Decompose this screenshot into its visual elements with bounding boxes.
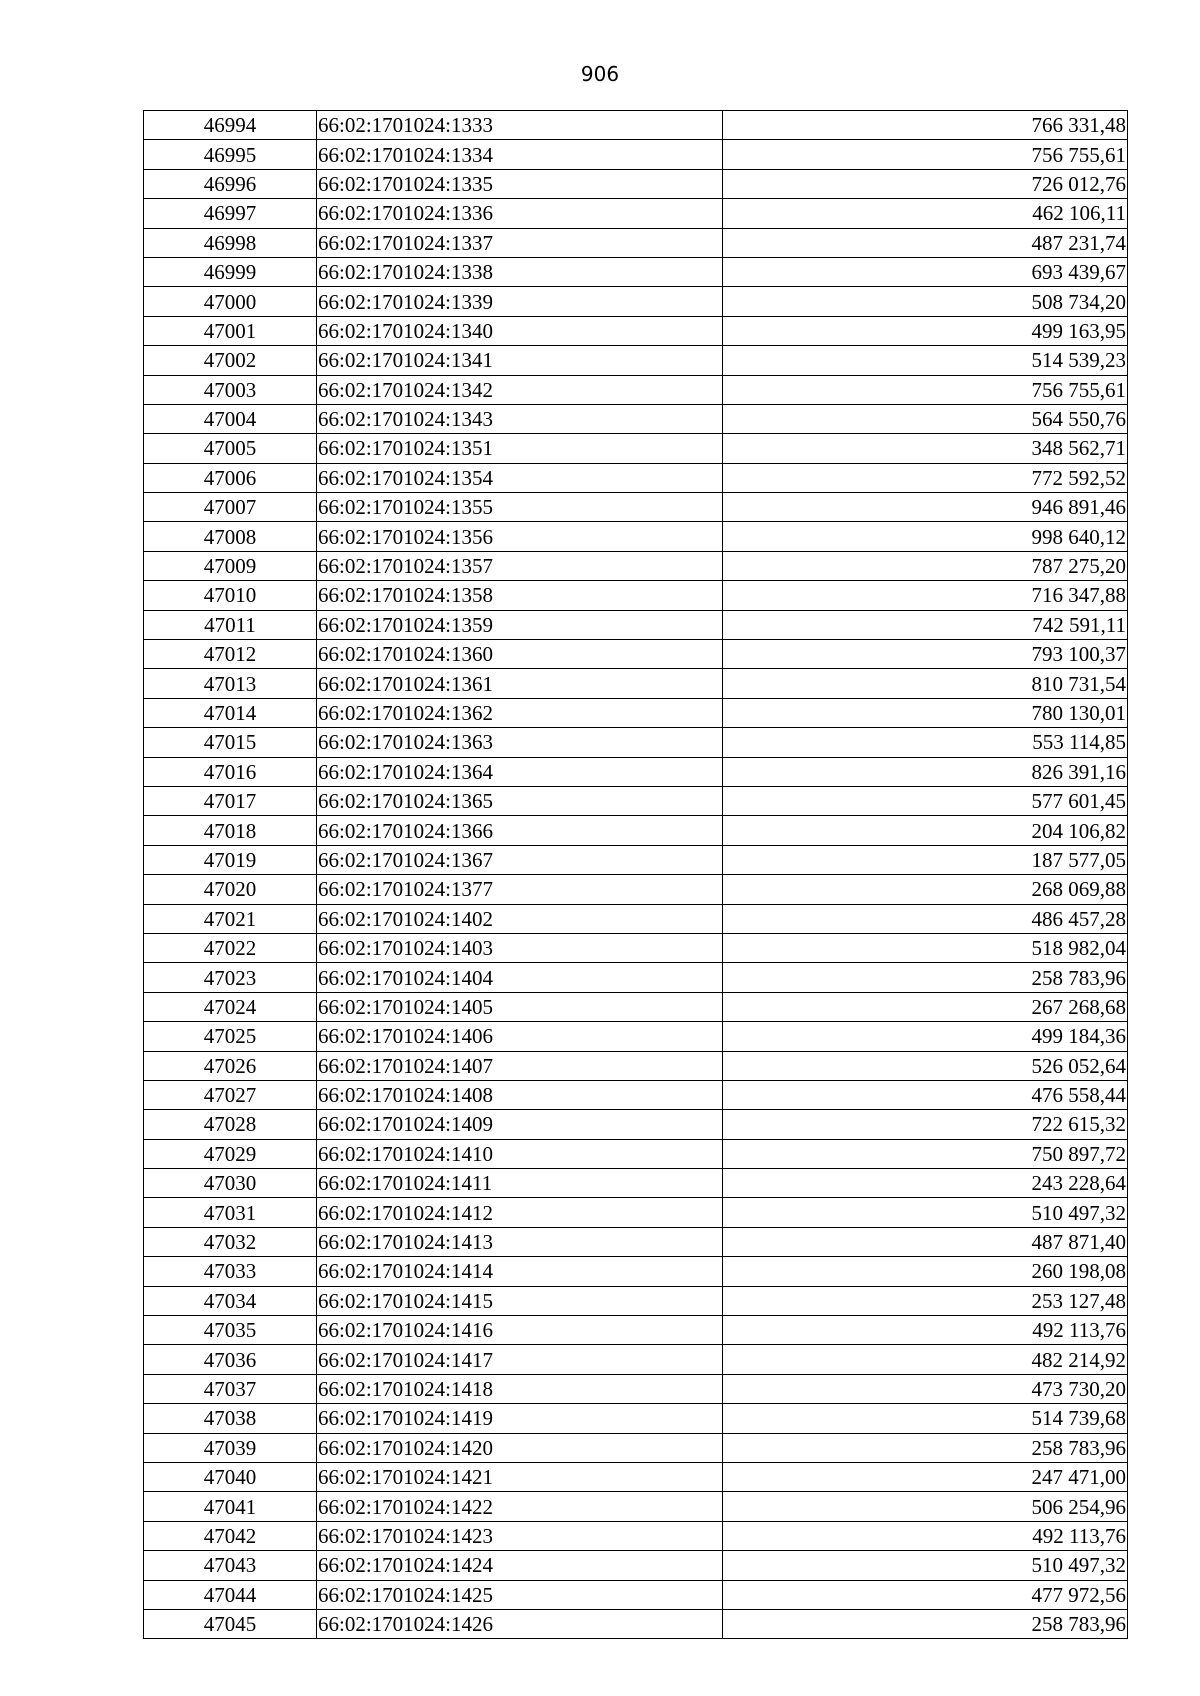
row-number-cell: 47006 bbox=[144, 463, 317, 492]
cadastral-number-cell: 66:02:1701024:1403 bbox=[317, 933, 723, 962]
cadastral-number-cell: 66:02:1701024:1415 bbox=[317, 1286, 723, 1315]
table-row bbox=[144, 786, 1128, 815]
row-number-cell: 47003 bbox=[144, 375, 317, 404]
row-number-cell: 47005 bbox=[144, 434, 317, 463]
cadastral-value-cell: 564 550,76 bbox=[723, 404, 1128, 433]
row-number-cell: 47029 bbox=[144, 1139, 317, 1168]
cadastral-value-cell: 693 439,67 bbox=[723, 257, 1128, 286]
cadastral-number-cell: 66:02:1701024:1361 bbox=[317, 669, 723, 698]
cadastral-value-cell: 810 731,54 bbox=[723, 669, 1128, 698]
cadastral-value-cell: 726 012,76 bbox=[723, 169, 1128, 198]
cadastral-number-cell: 66:02:1701024:1367 bbox=[317, 845, 723, 874]
table-row bbox=[144, 1462, 1128, 1491]
cadastral-value-cell: 514 739,68 bbox=[723, 1404, 1128, 1433]
cadastral-number-cell: 66:02:1701024:1351 bbox=[317, 434, 723, 463]
cadastral-value-cell: 187 577,05 bbox=[723, 845, 1128, 874]
row-number-cell: 47018 bbox=[144, 816, 317, 845]
cadastral-value-cell: 487 231,74 bbox=[723, 228, 1128, 257]
cadastral-number-cell: 66:02:1701024:1423 bbox=[317, 1521, 723, 1550]
cadastral-value-cell: 780 130,01 bbox=[723, 698, 1128, 727]
row-number-cell: 47014 bbox=[144, 698, 317, 727]
cadastral-value-cell: 267 268,68 bbox=[723, 992, 1128, 1021]
cadastral-value-cell: 260 198,08 bbox=[723, 1257, 1128, 1286]
cadastral-number-cell: 66:02:1701024:1354 bbox=[317, 463, 723, 492]
cadastral-value-cell: 243 228,64 bbox=[723, 1169, 1128, 1198]
cadastral-value-cell: 742 591,11 bbox=[723, 610, 1128, 639]
cadastral-number-cell: 66:02:1701024:1358 bbox=[317, 581, 723, 610]
row-number-cell: 47034 bbox=[144, 1286, 317, 1315]
table-row bbox=[144, 1110, 1128, 1139]
cadastral-number-cell: 66:02:1701024:1366 bbox=[317, 816, 723, 845]
cadastral-number-cell: 66:02:1701024:1365 bbox=[317, 786, 723, 815]
cadastral-value-cell: 514 539,23 bbox=[723, 346, 1128, 375]
table-row bbox=[144, 522, 1128, 551]
cadastral-number-cell: 66:02:1701024:1335 bbox=[317, 169, 723, 198]
row-number-cell: 47001 bbox=[144, 316, 317, 345]
row-number-cell: 46999 bbox=[144, 257, 317, 286]
cadastral-value-cell: 258 783,96 bbox=[723, 963, 1128, 992]
table-row bbox=[144, 1521, 1128, 1550]
cadastral-number-cell: 66:02:1701024:1336 bbox=[317, 199, 723, 228]
cadastral-value-cell: 268 069,88 bbox=[723, 875, 1128, 904]
cadastral-number-cell: 66:02:1701024:1411 bbox=[317, 1169, 723, 1198]
table-row bbox=[144, 1316, 1128, 1345]
cadastral-number-cell: 66:02:1701024:1357 bbox=[317, 551, 723, 580]
cadastral-number-cell: 66:02:1701024:1342 bbox=[317, 375, 723, 404]
table-row bbox=[144, 1080, 1128, 1109]
table-row bbox=[144, 199, 1128, 228]
table-row bbox=[144, 1492, 1128, 1521]
table-row bbox=[144, 1227, 1128, 1256]
cadastral-value-cell: 998 640,12 bbox=[723, 522, 1128, 551]
cadastral-value-cell: 462 106,11 bbox=[723, 199, 1128, 228]
cadastral-number-cell: 66:02:1701024:1404 bbox=[317, 963, 723, 992]
cadastral-number-cell: 66:02:1701024:1360 bbox=[317, 640, 723, 669]
cadastral-value-cell: 756 755,61 bbox=[723, 375, 1128, 404]
table-row bbox=[144, 404, 1128, 433]
table-row bbox=[144, 1609, 1128, 1638]
cadastral-value-cell: 722 615,32 bbox=[723, 1110, 1128, 1139]
cadastral-value-cell: 553 114,85 bbox=[723, 728, 1128, 757]
row-number-cell: 47043 bbox=[144, 1551, 317, 1580]
cadastral-number-cell: 66:02:1701024:1363 bbox=[317, 728, 723, 757]
cadastral-number-cell: 66:02:1701024:1364 bbox=[317, 757, 723, 786]
cadastral-number-cell: 66:02:1701024:1406 bbox=[317, 1022, 723, 1051]
row-number-cell: 47042 bbox=[144, 1521, 317, 1550]
table-row bbox=[144, 257, 1128, 286]
table-row bbox=[144, 1433, 1128, 1462]
table-row bbox=[144, 169, 1128, 198]
row-number-cell: 47025 bbox=[144, 1022, 317, 1051]
table-row bbox=[144, 963, 1128, 992]
table-row bbox=[144, 933, 1128, 962]
table-row bbox=[144, 346, 1128, 375]
cadastral-value-cell: 258 783,96 bbox=[723, 1609, 1128, 1638]
row-number-cell: 47045 bbox=[144, 1609, 317, 1638]
row-number-cell: 47022 bbox=[144, 933, 317, 962]
cadastral-number-cell: 66:02:1701024:1333 bbox=[317, 111, 723, 140]
row-number-cell: 47036 bbox=[144, 1345, 317, 1374]
row-number-cell: 47041 bbox=[144, 1492, 317, 1521]
row-number-cell: 47007 bbox=[144, 493, 317, 522]
cadastral-number-cell: 66:02:1701024:1339 bbox=[317, 287, 723, 316]
cadastral-value-cell: 508 734,20 bbox=[723, 287, 1128, 316]
cadastral-number-cell: 66:02:1701024:1338 bbox=[317, 257, 723, 286]
cadastral-value-cell: 258 783,96 bbox=[723, 1433, 1128, 1462]
cadastral-number-cell: 66:02:1701024:1359 bbox=[317, 610, 723, 639]
cadastral-number-cell: 66:02:1701024:1362 bbox=[317, 698, 723, 727]
row-number-cell: 47039 bbox=[144, 1433, 317, 1462]
cadastral-value-cell: 518 982,04 bbox=[723, 933, 1128, 962]
cadastral-value-cell: 577 601,45 bbox=[723, 786, 1128, 815]
table-row bbox=[144, 1257, 1128, 1286]
table-row bbox=[144, 904, 1128, 933]
cadastral-value-cell: 510 497,32 bbox=[723, 1551, 1128, 1580]
cadastral-number-cell: 66:02:1701024:1337 bbox=[317, 228, 723, 257]
cadastral-number-cell: 66:02:1701024:1425 bbox=[317, 1580, 723, 1609]
row-number-cell: 46997 bbox=[144, 199, 317, 228]
cadastral-number-cell: 66:02:1701024:1426 bbox=[317, 1609, 723, 1638]
cadastral-value-cell: 348 562,71 bbox=[723, 434, 1128, 463]
row-number-cell: 46995 bbox=[144, 140, 317, 169]
cadastral-value-cell: 253 127,48 bbox=[723, 1286, 1128, 1315]
row-number-cell: 47012 bbox=[144, 640, 317, 669]
row-number-cell: 47010 bbox=[144, 581, 317, 610]
row-number-cell: 47016 bbox=[144, 757, 317, 786]
cadastral-value-cell: 750 897,72 bbox=[723, 1139, 1128, 1168]
table-row bbox=[144, 992, 1128, 1021]
cadastral-value-cell: 486 457,28 bbox=[723, 904, 1128, 933]
row-number-cell: 47015 bbox=[144, 728, 317, 757]
table-row bbox=[144, 493, 1128, 522]
cadastral-number-cell: 66:02:1701024:1334 bbox=[317, 140, 723, 169]
row-number-cell: 47044 bbox=[144, 1580, 317, 1609]
table-row bbox=[144, 1169, 1128, 1198]
cadastral-value-cell: 826 391,16 bbox=[723, 757, 1128, 786]
cadastral-value-cell: 204 106,82 bbox=[723, 816, 1128, 845]
row-number-cell: 47002 bbox=[144, 346, 317, 375]
row-number-cell: 47033 bbox=[144, 1257, 317, 1286]
cadastral-value-cell: 492 113,76 bbox=[723, 1521, 1128, 1550]
cadastral-value-cell: 506 254,96 bbox=[723, 1492, 1128, 1521]
table-row bbox=[144, 1139, 1128, 1168]
table-row bbox=[144, 728, 1128, 757]
table-row bbox=[144, 1345, 1128, 1374]
cadastral-value-cell: 477 972,56 bbox=[723, 1580, 1128, 1609]
cadastral-number-cell: 66:02:1701024:1412 bbox=[317, 1198, 723, 1227]
row-number-cell: 47011 bbox=[144, 610, 317, 639]
cadastral-number-cell: 66:02:1701024:1408 bbox=[317, 1080, 723, 1109]
cadastral-number-cell: 66:02:1701024:1419 bbox=[317, 1404, 723, 1433]
row-number-cell: 47024 bbox=[144, 992, 317, 1021]
row-number-cell: 47000 bbox=[144, 287, 317, 316]
cadastral-number-cell: 66:02:1701024:1414 bbox=[317, 1257, 723, 1286]
table-row bbox=[144, 1551, 1128, 1580]
cadastral-number-cell: 66:02:1701024:1343 bbox=[317, 404, 723, 433]
table-row bbox=[144, 875, 1128, 904]
cadastral-number-cell: 66:02:1701024:1422 bbox=[317, 1492, 723, 1521]
table-row bbox=[144, 1404, 1128, 1433]
row-number-cell: 47028 bbox=[144, 1110, 317, 1139]
table-row bbox=[144, 463, 1128, 492]
cadastral-number-cell: 66:02:1701024:1405 bbox=[317, 992, 723, 1021]
row-number-cell: 47021 bbox=[144, 904, 317, 933]
page-number: 906 bbox=[580, 62, 620, 86]
cadastral-number-cell: 66:02:1701024:1341 bbox=[317, 346, 723, 375]
cadastral-value-cell: 526 052,64 bbox=[723, 1051, 1128, 1080]
row-number-cell: 46996 bbox=[144, 169, 317, 198]
table-row bbox=[144, 551, 1128, 580]
row-number-cell: 47019 bbox=[144, 845, 317, 874]
cadastral-value-cell: 247 471,00 bbox=[723, 1462, 1128, 1491]
cadastral-number-cell: 66:02:1701024:1409 bbox=[317, 1110, 723, 1139]
row-number-cell: 47009 bbox=[144, 551, 317, 580]
table-row bbox=[144, 111, 1128, 140]
row-number-cell: 47020 bbox=[144, 875, 317, 904]
cadastral-value-cell: 499 163,95 bbox=[723, 316, 1128, 345]
table-row bbox=[144, 640, 1128, 669]
cadastral-value-cell: 473 730,20 bbox=[723, 1374, 1128, 1403]
row-number-cell: 47032 bbox=[144, 1227, 317, 1256]
row-number-cell: 47008 bbox=[144, 522, 317, 551]
cadastral-value-cell: 482 214,92 bbox=[723, 1345, 1128, 1374]
cadastral-number-cell: 66:02:1701024:1421 bbox=[317, 1462, 723, 1491]
row-number-cell: 47038 bbox=[144, 1404, 317, 1433]
cadastral-number-cell: 66:02:1701024:1356 bbox=[317, 522, 723, 551]
cadastral-value-cell: 716 347,88 bbox=[723, 581, 1128, 610]
cadastral-value-cell: 510 497,32 bbox=[723, 1198, 1128, 1227]
cadastral-number-cell: 66:02:1701024:1417 bbox=[317, 1345, 723, 1374]
table-row bbox=[144, 287, 1128, 316]
table-row bbox=[144, 228, 1128, 257]
cadastral-value-cell: 476 558,44 bbox=[723, 1080, 1128, 1109]
row-number-cell: 46998 bbox=[144, 228, 317, 257]
cadastral-number-cell: 66:02:1701024:1377 bbox=[317, 875, 723, 904]
table-row bbox=[144, 140, 1128, 169]
cadastral-value-cell: 499 184,36 bbox=[723, 1022, 1128, 1051]
row-number-cell: 47035 bbox=[144, 1316, 317, 1345]
table-row bbox=[144, 1022, 1128, 1051]
cadastral-number-cell: 66:02:1701024:1413 bbox=[317, 1227, 723, 1256]
cadastral-number-cell: 66:02:1701024:1355 bbox=[317, 493, 723, 522]
table-row bbox=[144, 1286, 1128, 1315]
table-row bbox=[144, 1374, 1128, 1403]
table-row bbox=[144, 581, 1128, 610]
cadastral-value-cell: 492 113,76 bbox=[723, 1316, 1128, 1345]
row-number-cell: 47037 bbox=[144, 1374, 317, 1403]
cadastral-value-cell: 756 755,61 bbox=[723, 140, 1128, 169]
row-number-cell: 47027 bbox=[144, 1080, 317, 1109]
table-row bbox=[144, 757, 1128, 786]
row-number-cell: 47004 bbox=[144, 404, 317, 433]
cadastral-value-table bbox=[143, 110, 1128, 1639]
table-row bbox=[144, 434, 1128, 463]
row-number-cell: 47026 bbox=[144, 1051, 317, 1080]
cadastral-number-cell: 66:02:1701024:1410 bbox=[317, 1139, 723, 1168]
table-row bbox=[144, 1051, 1128, 1080]
cadastral-number-cell: 66:02:1701024:1424 bbox=[317, 1551, 723, 1580]
table-row bbox=[144, 316, 1128, 345]
table-row bbox=[144, 845, 1128, 874]
row-number-cell: 47013 bbox=[144, 669, 317, 698]
cadastral-number-cell: 66:02:1701024:1418 bbox=[317, 1374, 723, 1403]
row-number-cell: 46994 bbox=[144, 111, 317, 140]
table-row bbox=[144, 698, 1128, 727]
cadastral-value-cell: 766 331,48 bbox=[723, 111, 1128, 140]
table-body bbox=[144, 111, 1128, 1639]
table-row bbox=[144, 816, 1128, 845]
row-number-cell: 47017 bbox=[144, 786, 317, 815]
row-number-cell: 47031 bbox=[144, 1198, 317, 1227]
cadastral-value-cell: 946 891,46 bbox=[723, 493, 1128, 522]
cadastral-value-cell: 787 275,20 bbox=[723, 551, 1128, 580]
table-row bbox=[144, 610, 1128, 639]
cadastral-value-cell: 487 871,40 bbox=[723, 1227, 1128, 1256]
cadastral-value-cell: 772 592,52 bbox=[723, 463, 1128, 492]
table-row bbox=[144, 1580, 1128, 1609]
cadastral-number-cell: 66:02:1701024:1420 bbox=[317, 1433, 723, 1462]
row-number-cell: 47023 bbox=[144, 963, 317, 992]
cadastral-number-cell: 66:02:1701024:1402 bbox=[317, 904, 723, 933]
cadastral-number-cell: 66:02:1701024:1407 bbox=[317, 1051, 723, 1080]
cadastral-value-cell: 793 100,37 bbox=[723, 640, 1128, 669]
table-row bbox=[144, 1198, 1128, 1227]
cadastral-number-cell: 66:02:1701024:1416 bbox=[317, 1316, 723, 1345]
cadastral-number-cell: 66:02:1701024:1340 bbox=[317, 316, 723, 345]
row-number-cell: 47030 bbox=[144, 1169, 317, 1198]
table-row bbox=[144, 669, 1128, 698]
table-row bbox=[144, 375, 1128, 404]
row-number-cell: 47040 bbox=[144, 1462, 317, 1491]
